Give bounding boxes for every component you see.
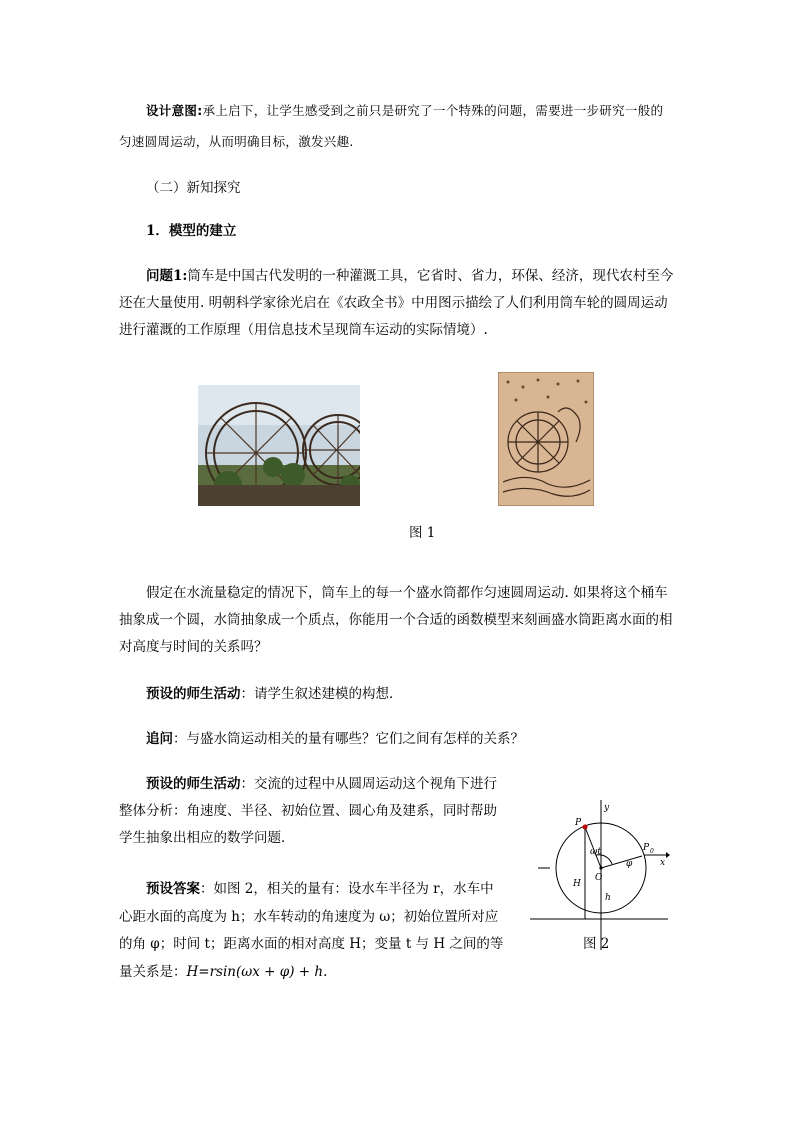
label-x: x: [660, 858, 666, 868]
followup-text: ：与盛水筒运动相关的量有哪些？它们之间有怎样的关系？: [173, 731, 524, 747]
design-intent-paragraph: [119, 95, 675, 157]
activity-1-text: ：请学生叙述建模的构想．: [240, 686, 403, 702]
label-phi: φ: [626, 859, 633, 869]
answer-formula: H=rsin(ωx + φ) + h.: [186, 963, 328, 980]
followup-paragraph: [119, 726, 675, 753]
waterwheel-photo: [198, 385, 360, 506]
activity-2-label: 预设的师生活动: [146, 776, 241, 792]
label-p0: P: [643, 843, 650, 853]
label-o: O: [595, 873, 603, 883]
subheading: 1．模型的建立: [146, 223, 237, 239]
question-1-text: 筒车是中国古代发明的一种灌溉工具，它省时、省力，环保、经济，现代农村至今还在大量使用. 明朝科学家徐光启在《农政全书》中用图示描绘了人们利用筒车轮的圆周运动进行灌溉的工作原理（用信息技术呈现筒车运动的实际情境）.: [119, 268, 674, 338]
assumption-paragraph: 假定在水流量稳定的情况下，筒车上的每一个盛水筒都作匀速圆周运动. 如果将这个桶车抽象成一个圆，水筒抽象成一个质点，你能用一个合适的函数模型来刻画盛水筒距离水面的相对高度与时间的关系吗？: [119, 585, 673, 655]
activity-2-paragraph: [119, 771, 507, 852]
activity-1-label: 预设的师生活动: [146, 686, 241, 702]
figure-1-caption: 图 1: [409, 525, 436, 541]
answer-paragraph: [119, 876, 507, 986]
point-p: [583, 825, 588, 830]
section-heading: （二）新知探究: [146, 180, 241, 196]
design-intent-text: 承上启下，让学生感受到之前只是研究了一个特殊的问题，需要进一步研究一般的匀速圆周运动，从而明确目标，激发兴趣.: [119, 103, 664, 149]
answer-label: 预设答案: [146, 881, 200, 897]
label-omega-t: ωt: [590, 847, 601, 857]
question-1-paragraph: [119, 263, 675, 344]
label-h-upper: H: [573, 879, 581, 889]
label-h-lower: h: [605, 893, 611, 903]
activity-1-paragraph: [119, 681, 675, 708]
question-1-label: 问题1:: [146, 268, 188, 284]
label-p0-sub: 0: [650, 848, 654, 855]
activity-2-text: ：交流的过程中从圆周运动这个视角下进行整体分析：角速度、半径、初始位置、圆心角及建系，同时帮助学生抽象出相应的数学问题．: [119, 776, 497, 846]
label-p: P: [575, 818, 582, 828]
design-intent-label: 设计意图:: [146, 103, 203, 118]
answer-text: ：如图 2，相关的量有：设水车半径为 r，水车中心距水面的高度为 h；水车转动的角速度为 ω；初始位置所对应的角 φ；时间 t；距离水面的相对高度 H；变量 t 与 H 之间的等量关系是：: [119, 881, 504, 980]
label-y: y: [604, 803, 610, 813]
nongzheng-illustration: [498, 372, 594, 506]
figure-2-caption: 图 2: [583, 936, 610, 952]
figure-2-diagram: [530, 800, 670, 950]
followup-label: 追问: [146, 731, 173, 747]
